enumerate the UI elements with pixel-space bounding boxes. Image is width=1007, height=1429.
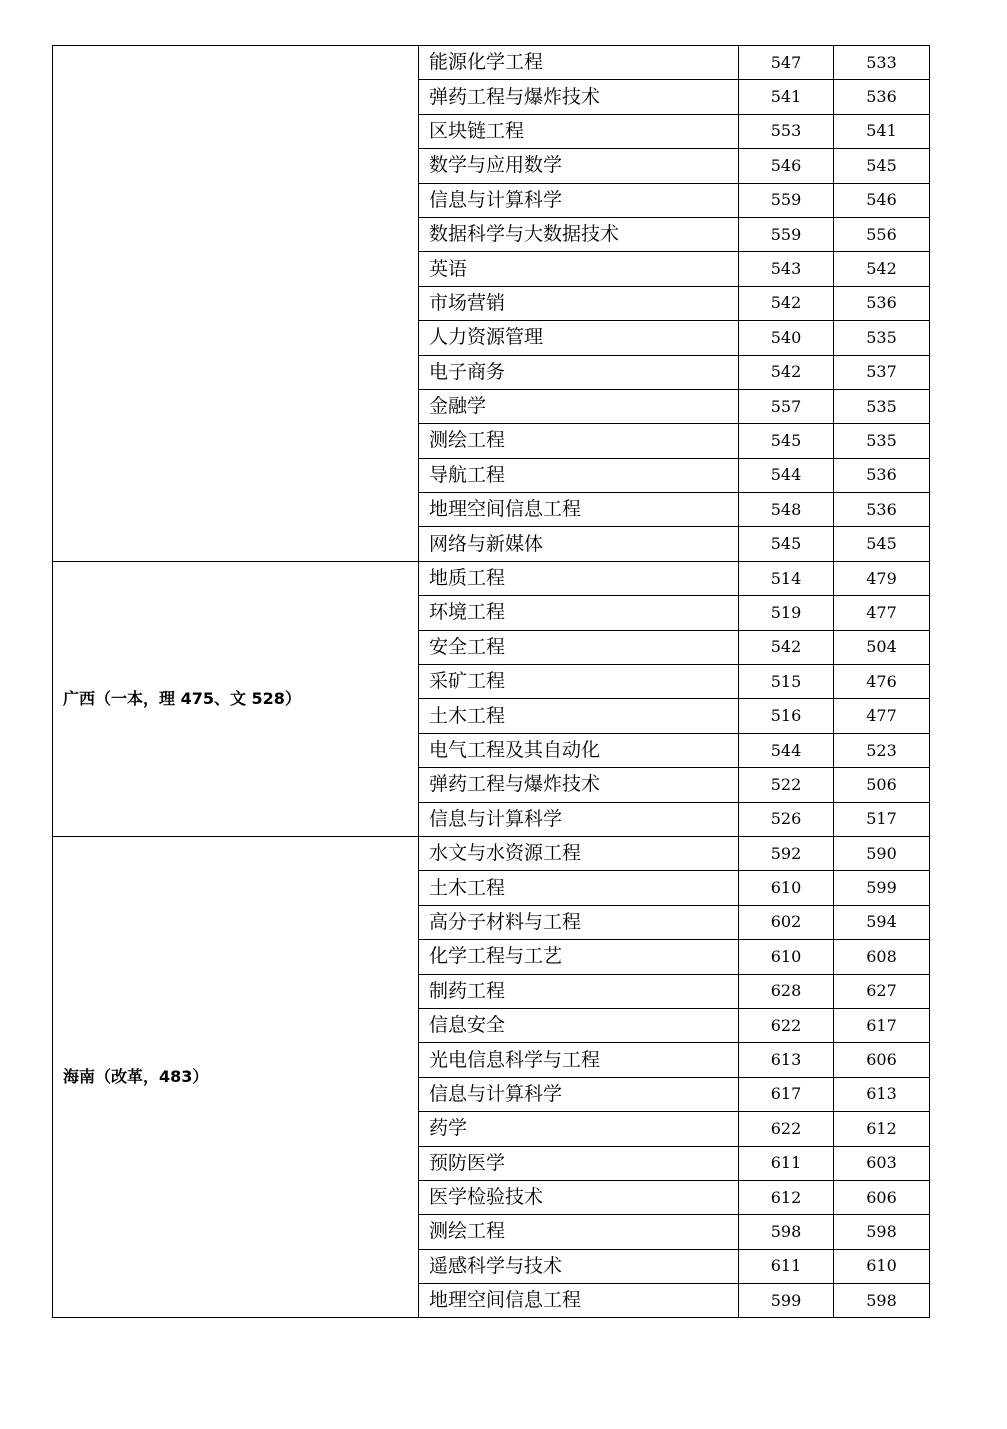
min-score-cell: 598 — [834, 1215, 930, 1249]
max-score-cell: 610 — [739, 940, 834, 974]
major-cell: 安全工程 — [419, 630, 739, 664]
min-score-cell: 537 — [834, 355, 930, 389]
major-cell: 能源化学工程 — [419, 46, 739, 80]
max-score-cell: 547 — [739, 46, 834, 80]
max-score-cell: 515 — [739, 665, 834, 699]
max-score-cell: 559 — [739, 217, 834, 251]
min-score-cell: 556 — [834, 217, 930, 251]
major-cell: 医学检验技术 — [419, 1180, 739, 1214]
min-score-cell: 523 — [834, 733, 930, 767]
min-score-cell: 506 — [834, 768, 930, 802]
max-score-cell: 610 — [739, 871, 834, 905]
max-score-cell: 611 — [739, 1146, 834, 1180]
min-score-cell: 477 — [834, 596, 930, 630]
min-score-cell: 545 — [834, 527, 930, 561]
major-cell: 信息与计算科学 — [419, 183, 739, 217]
max-score-cell: 519 — [739, 596, 834, 630]
max-score-cell: 542 — [739, 286, 834, 320]
max-score-cell: 546 — [739, 149, 834, 183]
min-score-cell: 535 — [834, 424, 930, 458]
max-score-cell: 514 — [739, 561, 834, 595]
major-cell: 遥感科学与技术 — [419, 1249, 739, 1283]
max-score-cell: 545 — [739, 424, 834, 458]
min-score-cell: 535 — [834, 389, 930, 423]
major-cell: 药学 — [419, 1112, 739, 1146]
max-score-cell: 540 — [739, 321, 834, 355]
major-cell: 信息安全 — [419, 1008, 739, 1042]
major-cell: 信息与计算科学 — [419, 1077, 739, 1111]
major-cell: 土木工程 — [419, 699, 739, 733]
min-score-cell: 594 — [834, 905, 930, 939]
major-cell: 制药工程 — [419, 974, 739, 1008]
min-score-cell: 603 — [834, 1146, 930, 1180]
min-score-cell: 610 — [834, 1249, 930, 1283]
min-score-cell: 613 — [834, 1077, 930, 1111]
table-row — [53, 46, 930, 80]
max-score-cell: 613 — [739, 1043, 834, 1077]
max-score-cell: 526 — [739, 802, 834, 836]
major-cell: 英语 — [419, 252, 739, 286]
major-cell: 水文与水资源工程 — [419, 836, 739, 870]
max-score-cell: 548 — [739, 493, 834, 527]
major-cell: 电子商务 — [419, 355, 739, 389]
min-score-cell: 479 — [834, 561, 930, 595]
major-cell: 导航工程 — [419, 458, 739, 492]
max-score-cell: 622 — [739, 1112, 834, 1146]
major-cell: 高分子材料与工程 — [419, 905, 739, 939]
major-cell: 数据科学与大数据技术 — [419, 217, 739, 251]
max-score-cell: 599 — [739, 1284, 834, 1318]
max-score-cell: 598 — [739, 1215, 834, 1249]
table-body — [53, 46, 930, 1318]
min-score-cell: 536 — [834, 80, 930, 114]
max-score-cell: 541 — [739, 80, 834, 114]
max-score-cell: 611 — [739, 1249, 834, 1283]
min-score-cell: 517 — [834, 802, 930, 836]
min-score-cell: 590 — [834, 836, 930, 870]
max-score-cell: 557 — [739, 389, 834, 423]
major-cell: 测绘工程 — [419, 1215, 739, 1249]
major-cell: 数学与应用数学 — [419, 149, 739, 183]
min-score-cell: 617 — [834, 1008, 930, 1042]
major-cell: 测绘工程 — [419, 424, 739, 458]
major-cell: 地理空间信息工程 — [419, 1284, 739, 1318]
major-cell: 地质工程 — [419, 561, 739, 595]
major-cell: 化学工程与工艺 — [419, 940, 739, 974]
min-score-cell: 598 — [834, 1284, 930, 1318]
major-cell: 弹药工程与爆炸技术 — [419, 768, 739, 802]
min-score-cell: 535 — [834, 321, 930, 355]
min-score-cell: 536 — [834, 458, 930, 492]
max-score-cell: 542 — [739, 355, 834, 389]
min-score-cell: 536 — [834, 493, 930, 527]
admission-score-table — [52, 45, 930, 1318]
min-score-cell: 627 — [834, 974, 930, 1008]
min-score-cell: 606 — [834, 1180, 930, 1214]
major-cell: 弹药工程与爆炸技术 — [419, 80, 739, 114]
major-cell: 光电信息科学与工程 — [419, 1043, 739, 1077]
province-cell: 海南（改革，483） — [53, 836, 419, 1317]
min-score-cell: 612 — [834, 1112, 930, 1146]
min-score-cell: 542 — [834, 252, 930, 286]
major-cell: 环境工程 — [419, 596, 739, 630]
max-score-cell: 522 — [739, 768, 834, 802]
major-cell: 信息与计算科学 — [419, 802, 739, 836]
major-cell: 网络与新媒体 — [419, 527, 739, 561]
min-score-cell: 476 — [834, 665, 930, 699]
min-score-cell: 546 — [834, 183, 930, 217]
major-cell: 预防医学 — [419, 1146, 739, 1180]
max-score-cell: 622 — [739, 1008, 834, 1042]
major-cell: 地理空间信息工程 — [419, 493, 739, 527]
major-cell: 区块链工程 — [419, 114, 739, 148]
max-score-cell: 542 — [739, 630, 834, 664]
province-cell: 广西（一本，理 475、文 528） — [53, 561, 419, 836]
max-score-cell: 545 — [739, 527, 834, 561]
max-score-cell: 516 — [739, 699, 834, 733]
min-score-cell: 608 — [834, 940, 930, 974]
min-score-cell: 477 — [834, 699, 930, 733]
major-cell: 土木工程 — [419, 871, 739, 905]
max-score-cell: 544 — [739, 458, 834, 492]
major-cell: 金融学 — [419, 389, 739, 423]
min-score-cell: 536 — [834, 286, 930, 320]
max-score-cell: 543 — [739, 252, 834, 286]
max-score-cell: 612 — [739, 1180, 834, 1214]
max-score-cell: 559 — [739, 183, 834, 217]
major-cell: 市场营销 — [419, 286, 739, 320]
min-score-cell: 541 — [834, 114, 930, 148]
max-score-cell: 553 — [739, 114, 834, 148]
min-score-cell: 504 — [834, 630, 930, 664]
min-score-cell: 533 — [834, 46, 930, 80]
major-cell: 人力资源管理 — [419, 321, 739, 355]
max-score-cell: 592 — [739, 836, 834, 870]
table-row — [53, 561, 930, 595]
min-score-cell: 599 — [834, 871, 930, 905]
max-score-cell: 544 — [739, 733, 834, 767]
max-score-cell: 628 — [739, 974, 834, 1008]
min-score-cell: 606 — [834, 1043, 930, 1077]
province-cell — [53, 46, 419, 562]
min-score-cell: 545 — [834, 149, 930, 183]
max-score-cell: 617 — [739, 1077, 834, 1111]
max-score-cell: 602 — [739, 905, 834, 939]
table-row — [53, 836, 930, 870]
major-cell: 电气工程及其自动化 — [419, 733, 739, 767]
major-cell: 采矿工程 — [419, 665, 739, 699]
